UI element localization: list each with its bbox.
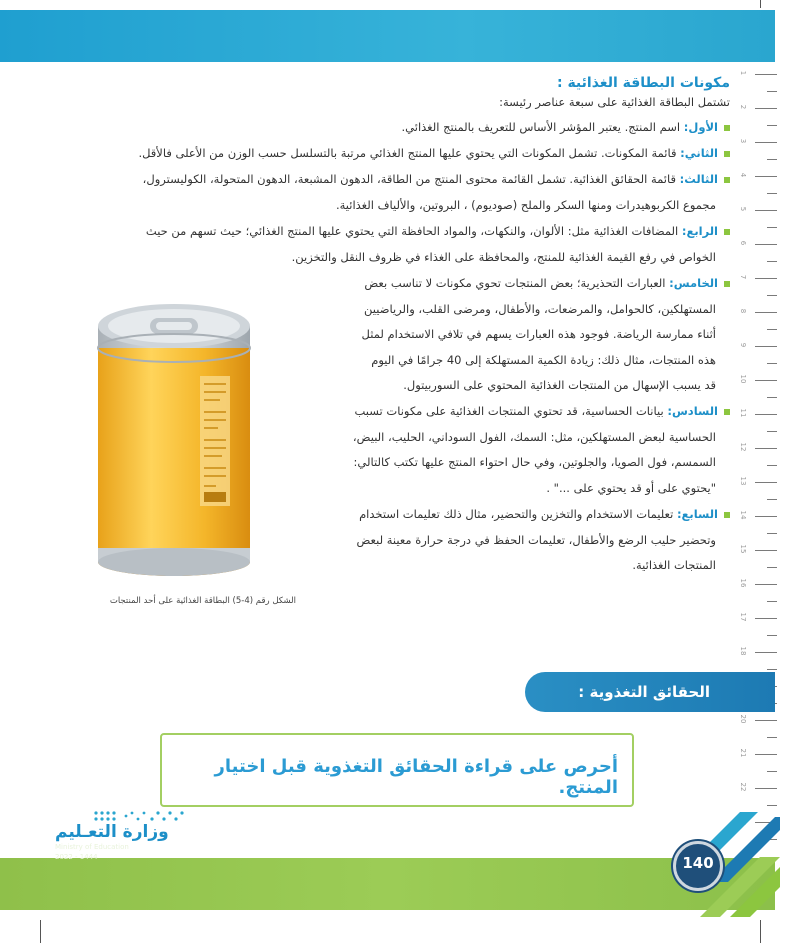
bullet-icon [724,177,730,183]
ruler-tick [767,567,777,568]
intro-text: تشتمل البطاقة الغذائية على سبعة عناصر رئيسة: [499,95,730,109]
ruler-label: 7 [739,274,747,280]
ruler-label: 3 [739,138,747,144]
list-item: الثاني: قائمة المكونات. تشمل المكونات التي يحتوي عليها المنتج الغذائي مرتبة بالتسلسل حسب الوزن من الأعلى فالأقل. [138,141,730,167]
ruler-tick [767,159,777,160]
ruler-tick [755,788,777,789]
ruler-tick [767,533,777,534]
ruler-label: 1 [739,70,747,76]
ruler-label: 8 [739,308,747,314]
ruler-tick [767,669,777,670]
bullet-icon [724,512,730,518]
ruler-label: 13 [739,476,747,486]
list-item: الأول: اسم المنتج. يعتبر المؤشر الأساس للتعريف بالمنتج الغذائي. [402,115,731,141]
ruler-tick [755,754,777,755]
edition-year: 2022 - 1444 [55,853,98,861]
crop-mark [40,920,41,943]
ruler-label: 18 [739,646,747,656]
ruler-tick [755,584,777,585]
bullet-icon [724,409,730,415]
bullet-icon [724,151,730,157]
crop-mark [760,0,761,8]
section-title: مكونات البطاقة الغذائية : [556,75,730,91]
ruler-tick [767,635,777,636]
ruler-tick [755,652,777,653]
ruler-tick [755,482,777,483]
page-number: 140 [682,854,714,872]
ruler-tick [767,295,777,296]
list-item: السادس: بيانات الحساسية، قد تحتوي المنتجات الغذائية على مكونات تسبب الحساسية لبعض المستهلكين، مثل: السمك، الفول السوداني، الحليب، البيض، السمسم، فول الصويا، والجلوتين، وفي حال احتواء المنتج عليها تكتب كالتالي: "يحتوي على أو قد يحتوي على ..." . [300,399,730,501]
ruler-label: 21 [739,748,747,758]
ruler-tick [755,142,777,143]
ruler-tick [755,176,777,177]
food-can-image [88,296,260,586]
ruler-label: 14 [739,510,747,520]
ruler-label: 16 [739,578,747,588]
ruler-tick [755,244,777,245]
ruler-label: 9 [739,342,747,348]
ruler-tick [767,805,777,806]
ruler-label: 5 [739,206,747,212]
ruler-label: 20 [739,714,747,724]
ruler-tick [755,516,777,517]
ruler-tick [767,261,777,262]
ruler-tick [755,312,777,313]
ruler-tick [755,278,777,279]
side-ruler [735,66,777,852]
ruler-tick [767,465,777,466]
ruler-tick [767,737,777,738]
ruler-label: 10 [739,374,747,384]
ruler-label: 11 [739,408,747,418]
nutrition-section-title: الحقائق التغذوية : [578,683,710,701]
ruler-label: 17 [739,612,747,622]
ruler-label: 6 [739,240,747,246]
ruler-tick [767,329,777,330]
ruler-tick [767,771,777,772]
ruler-tick [767,227,777,228]
ruler-label: 4 [739,172,747,178]
list-item: الخامس: العبارات التحذيرية؛ بعض المنتجات تحوي مكونات لا تناسب بعض المستهلكين، كالحوامل، والمرضعات، والأطفال، ومرضى القلب، والرياضيين أثناء ممارسة الرياضة. فوجود هذه العبارات يسهم في تلافي الاستخدام لمثل هذه المنتجات، مثال ذلك: زيادة الكمية المستهلكة إلى 40 جرامًا في اليوم قد يسبب الإسهال من المنتجات الغذائية المحتوي على السوربيتول. [300,271,730,399]
ruler-tick [767,125,777,126]
ruler-label: 12 [739,442,747,452]
ruler-tick [767,397,777,398]
list-item: الثالث: قائمة الحقائق الغذائية. تشمل القائمة محتوى المنتج من الطاقة، الدهون المشبعة، الدهون المتحولة، الكوليسترول، مجموع الكربوهيدرات ومنها السكر والملح (صوديوم) ، البروتين، والألياف الغذائية. [30,167,730,218]
ruler-tick [767,499,777,500]
ruler-tick [755,550,777,551]
ruler-label: 15 [739,544,747,554]
tip-callout-text: أحرص على قراءة الحقائق التغذوية قبل اختيار المنتج. [214,756,618,798]
crop-mark [760,920,761,943]
ruler-tick [755,210,777,211]
ruler-tick [755,720,777,721]
ruler-tick [755,108,777,109]
ruler-tick [755,346,777,347]
bullet-icon [724,229,730,235]
ministry-name-en: Ministry of Education [55,843,129,851]
figure-caption: الشكل رقم (4-5) البطاقة الغذائية على أحد المنتجات [109,596,296,606]
ruler-label: 22 [739,782,747,792]
ruler-label: 2 [739,104,747,110]
ruler-tick [755,414,777,415]
ruler-tick [767,431,777,432]
bullet-icon [724,125,730,131]
ruler-tick [767,91,777,92]
ruler-tick [755,618,777,619]
ruler-tick [755,74,777,75]
ruler-tick [767,193,777,194]
ministry-name: وزارة التعـليم [55,822,169,842]
ruler-tick [755,380,777,381]
ruler-tick [767,601,777,602]
list-item: السابع: تعليمات الاستخدام والتخزين والتحضير، مثال ذلك تعليمات استخدام وتحضير حليب الرضع والأطفال، تعليمات الحفظ في درجة حرارة معينة لبعض المنتجات الغذائية. [300,502,730,579]
top-banner [0,10,775,62]
ruler-tick [755,448,777,449]
ruler-tick [767,363,777,364]
list-item: الرابع: المضافات الغذائية مثل: الألوان، والنكهات، والمواد الحافظة التي يحتوي عليها المنتج الغذائي؛ حيث تسهم من حيث الخواص في رفع القيمة الغذائية للمنتج، والمحافظة على الغذاء في ظروف النقل والتخزين. [30,219,730,270]
bullet-icon [724,281,730,287]
